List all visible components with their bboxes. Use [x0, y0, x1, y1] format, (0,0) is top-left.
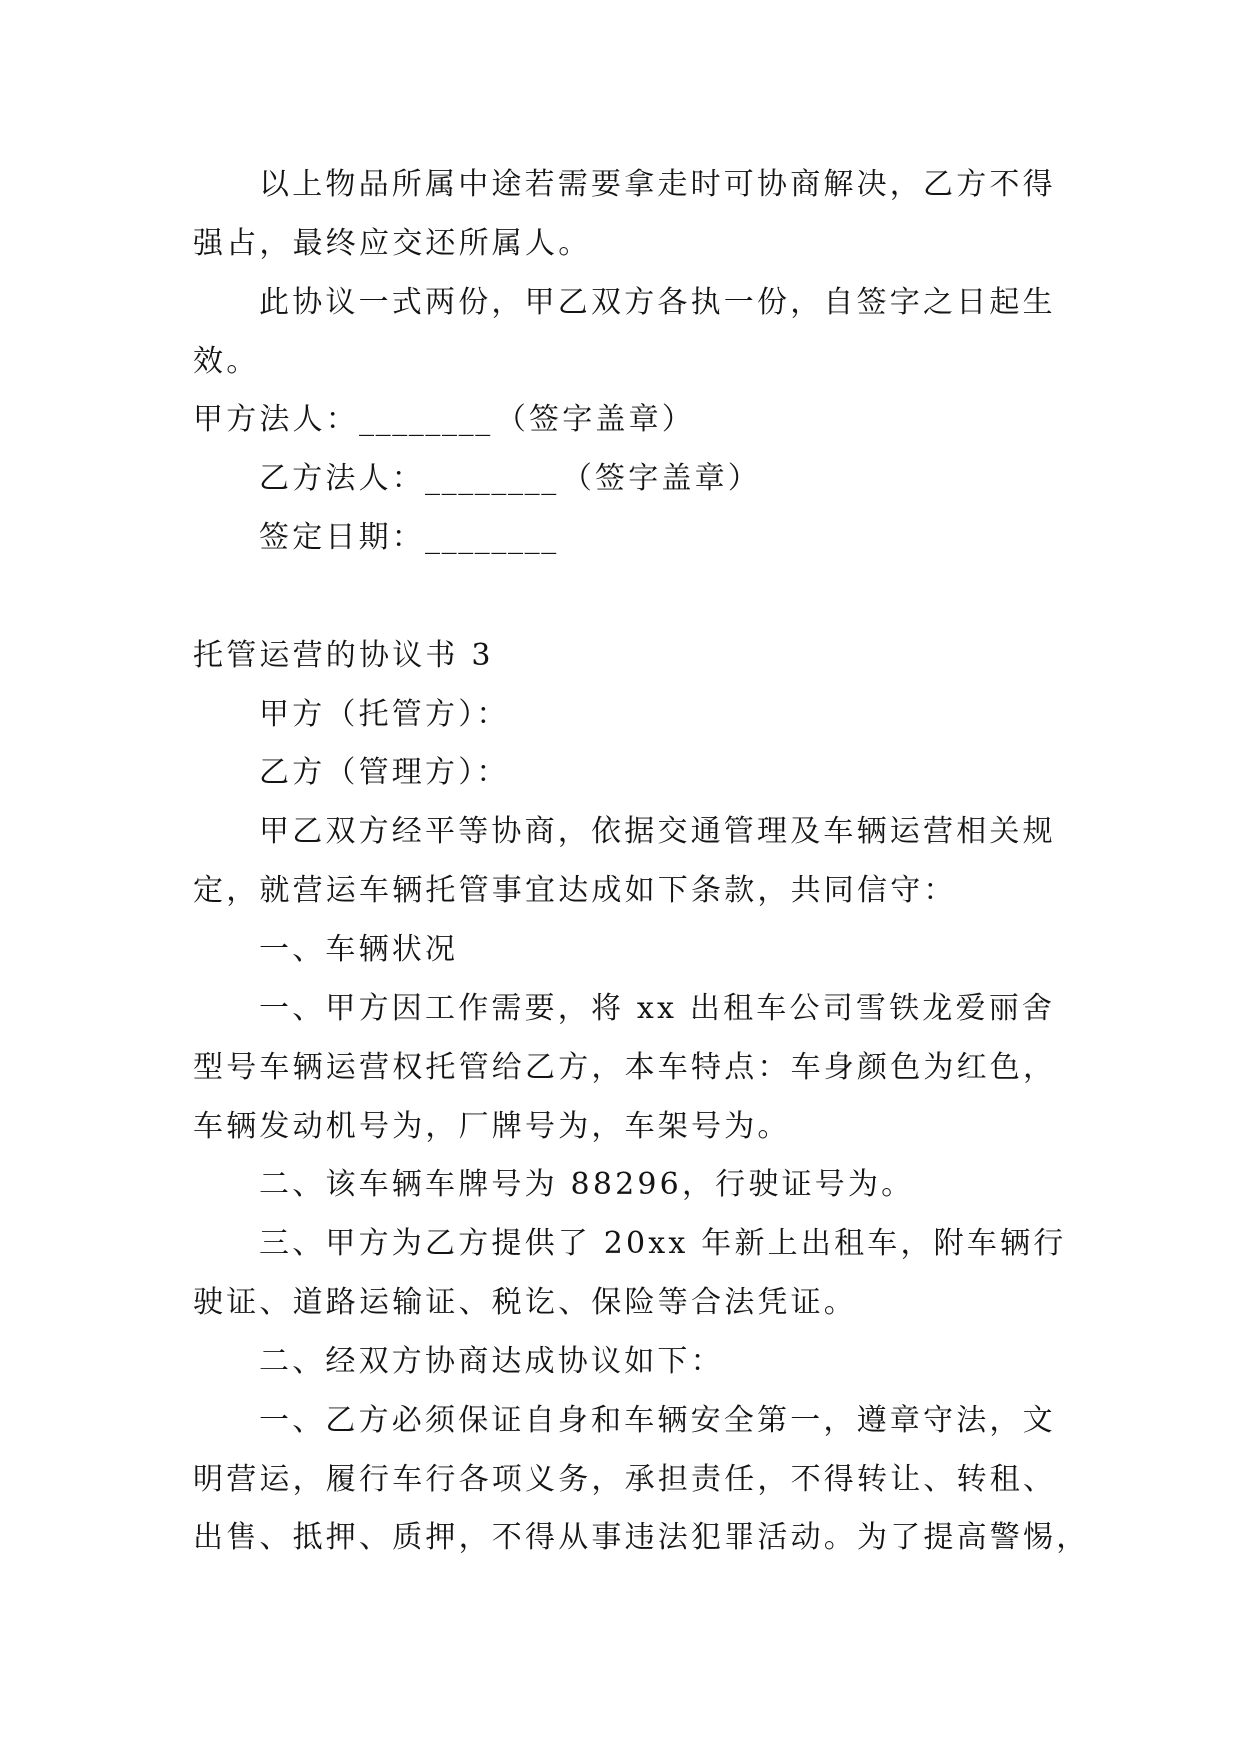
text-line: 效。	[193, 343, 260, 379]
heading-agreement-terms	[193, 1333, 1093, 1392]
text-line: 二、该车辆车牌号为 88296，行驶证号为。	[259, 1167, 915, 1203]
text-line: 三、甲方为乙方提供了 20xx 年新上出租车，附车辆行	[259, 1226, 1067, 1262]
paragraph-preamble	[193, 803, 1093, 921]
signature-blank: ________	[425, 461, 558, 497]
text-line: 以上物品所属中途若需要拿走时可协商解决，乙方不得	[259, 167, 1056, 202]
party-a-line: 甲方（托管方）：	[259, 696, 510, 732]
text-line: 定，就营运车辆托管事宜达成如下条款，共同信守：	[193, 873, 957, 909]
paragraph-vehicle-details	[193, 980, 1093, 1157]
signature-blank: ________	[359, 402, 492, 438]
signature-note: （签字盖章）	[561, 461, 762, 497]
signature-party-a	[193, 391, 1093, 450]
text-line: 强占，最终应交还所属人。	[193, 225, 592, 261]
text-line: 一、车辆状况	[259, 931, 459, 967]
blank-line	[193, 568, 1093, 627]
signing-date	[193, 509, 1093, 568]
text-line: 型号车辆运营权托管给乙方，本车特点：车身颜色为红色，	[193, 1049, 1057, 1085]
signature-label: 乙方法人：	[259, 461, 425, 497]
paragraph-return-items	[193, 156, 1093, 274]
signature-note: （签字盖章）	[495, 402, 696, 438]
party-b-line: 乙方（管理方）：	[259, 755, 510, 791]
text-line: 二、经双方协商达成协议如下：	[259, 1343, 724, 1379]
signing-date-label: 签定日期：	[259, 520, 425, 556]
paragraph-plate-number	[193, 1156, 1093, 1215]
text-line: 甲乙双方经平等协商，依据交通管理及车辆运营相关规	[259, 814, 1056, 850]
heading-vehicle-status	[193, 921, 1093, 980]
paragraph-copies	[193, 274, 1093, 392]
signing-date-blank: ________	[425, 520, 558, 556]
text-line: 车辆发动机号为，厂牌号为，车架号为。	[193, 1108, 791, 1144]
document-body	[193, 156, 1093, 1568]
paragraph-documents	[193, 1215, 1093, 1333]
text-line: 一、甲方因工作需要，将 xx 出租车公司雪铁龙爱丽舍	[259, 990, 1056, 1026]
signature-label: 甲方法人：	[193, 402, 359, 438]
text-line: 驶证、道路运输证、税讫、保险等合法凭证。	[193, 1285, 857, 1321]
section-title: 托管运营的协议书 3	[193, 637, 494, 673]
text-line: 一、乙方必须保证自身和车辆安全第一，遵章守法，文	[259, 1402, 1056, 1438]
signature-party-b	[193, 450, 1093, 509]
text-line: 明营运，履行车行各项义务，承担责任，不得转让、转租、	[193, 1461, 1057, 1497]
paragraph-party-b-obligations	[193, 1392, 1093, 1569]
text-line: 出售、抵押、质押，不得从事违法犯罪活动。为了提高警惕，	[193, 1520, 1090, 1556]
text-line: 此协议一式两份，甲乙双方各执一份，自签字之日起生	[259, 284, 1056, 320]
